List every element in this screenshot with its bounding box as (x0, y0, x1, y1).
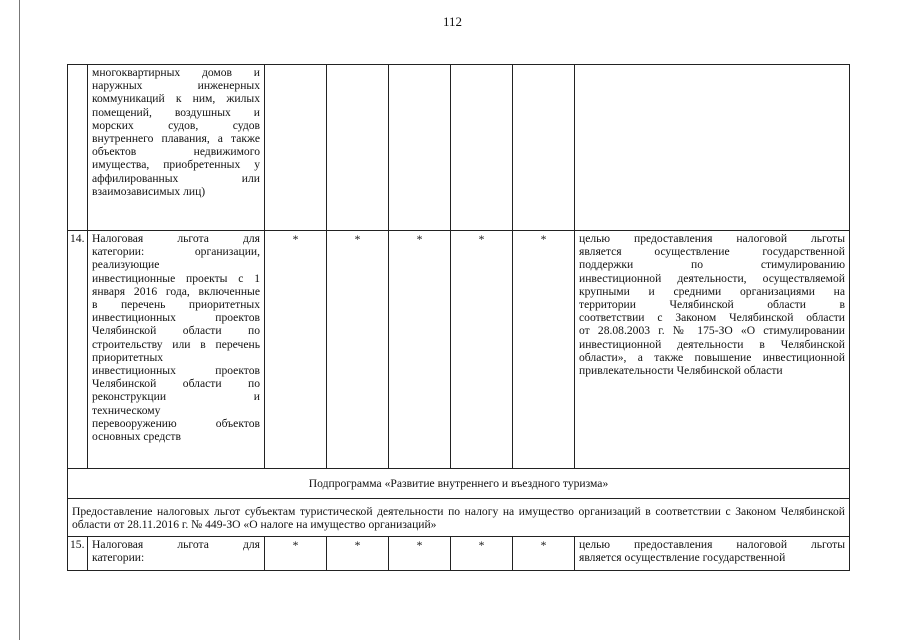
text-line: строительству или в перечень (92, 337, 260, 351)
benefit-name-cell (88, 231, 265, 469)
row-number: 15. (68, 536, 88, 570)
text-line: перевооружению объектов (92, 416, 260, 430)
value-cell (513, 65, 575, 231)
row-number-cell (68, 65, 88, 231)
text-line: основных средств (92, 430, 181, 444)
text-line: инвестиционные проекты с 1 (92, 271, 260, 285)
goal-cell (575, 65, 850, 231)
subprogram-title-row (68, 469, 850, 499)
table-row-14 (68, 231, 850, 469)
text-line: инвестиционных проектов (92, 364, 260, 378)
text-line: категории: (92, 550, 145, 564)
text-line: Челябинской области по (92, 324, 260, 338)
text-line: Челябинской области по (92, 377, 260, 391)
mark-cell: * (265, 536, 327, 570)
mark-cell: * (389, 231, 451, 469)
text-line: Налоговая льгота для (92, 232, 260, 245)
row-number: 14. (68, 231, 88, 469)
text-line: от 28.08.2003 г. № 175-ЗО «О стимулировании (579, 324, 845, 338)
text-line: Налоговая льгота для (92, 537, 260, 551)
text-line: привлекательности Челябинской области (579, 364, 783, 378)
mark-cell: * (451, 231, 513, 469)
text-line: категории: организации, (92, 245, 260, 259)
table-row-15 (68, 536, 850, 570)
page-left-edge-line (19, 0, 20, 640)
mark-cell: * (327, 231, 389, 469)
text-line: приоритетных (92, 350, 164, 364)
mark-cell: * (327, 536, 389, 570)
text-line: наружных инженерных (92, 79, 260, 93)
value-cell (451, 65, 513, 231)
text-line: территории Челябинской области в (579, 298, 845, 312)
text-line: реализующие (92, 258, 160, 272)
page-number: 112 (442, 14, 463, 29)
tax-benefits-table (67, 64, 850, 571)
text-line: коммуникаций к ним, жилых (92, 92, 260, 106)
text-line: техническому (92, 403, 161, 417)
text-line: соответствии с Законом Челябинской области (579, 311, 845, 325)
subprogram-title: Подпрограмма «Развитие внутреннего и въездного туризма» (68, 469, 850, 499)
goal-cell (575, 536, 850, 570)
text-line: инвестиционной деятельности, осуществляемой (579, 271, 845, 285)
text-line: реконструкции и (92, 390, 260, 404)
value-cell (327, 65, 389, 231)
text-line: крупными и средними организациями на (579, 284, 845, 298)
value-cell (265, 65, 327, 231)
benefit-name-cell (88, 536, 265, 570)
text-line: помещений, воздушных и (92, 105, 260, 119)
text-line: имущества, приобретенных у (92, 158, 260, 172)
table-row-continued (68, 65, 850, 231)
text-line: является осуществление государственной (579, 245, 845, 259)
text-line: является осуществление государственной (579, 550, 786, 564)
text-line: аффилированных или (92, 171, 260, 185)
mark-cell: * (451, 536, 513, 570)
text-line: многоквартирных домов и (92, 66, 260, 79)
benefit-name-cell (88, 65, 265, 231)
text-line: целью предоставления налоговой льготы (579, 537, 845, 551)
text-line: внутреннего плавания, а также (92, 132, 260, 146)
text-line: морских судов, судов (92, 118, 260, 132)
mark-cell: * (265, 231, 327, 469)
text-line: инвестиционных проектов (92, 311, 260, 325)
text-line: целью предоставления налоговой льготы (579, 232, 845, 245)
mark-cell: * (513, 231, 575, 469)
mark-cell: * (513, 536, 575, 570)
text-line: объектов недвижимого (92, 145, 260, 159)
text-line: января 2016 года, включенные (92, 284, 260, 298)
value-cell (389, 65, 451, 231)
subprogram-description: Предоставление налоговых льгот субъектам туристической деятельности по налогу на имущество организаций в соответствии с Законом Челябинской области от 28.11.2016 г. № 449-ЗО «О налоге на имущество организаций» (68, 499, 850, 536)
goal-cell (575, 231, 850, 469)
subprogram-description-row (68, 499, 850, 536)
text-line: поддержки по стимулированию (579, 258, 845, 272)
mark-cell: * (389, 536, 451, 570)
text-line: инвестиционной деятельности в Челябинской (579, 337, 845, 351)
text-line: в перечень приоритетных (92, 298, 260, 312)
text-line: взаимозависимых лиц) (92, 184, 206, 198)
text-line: области», а также повышение инвестиционной (579, 350, 845, 364)
